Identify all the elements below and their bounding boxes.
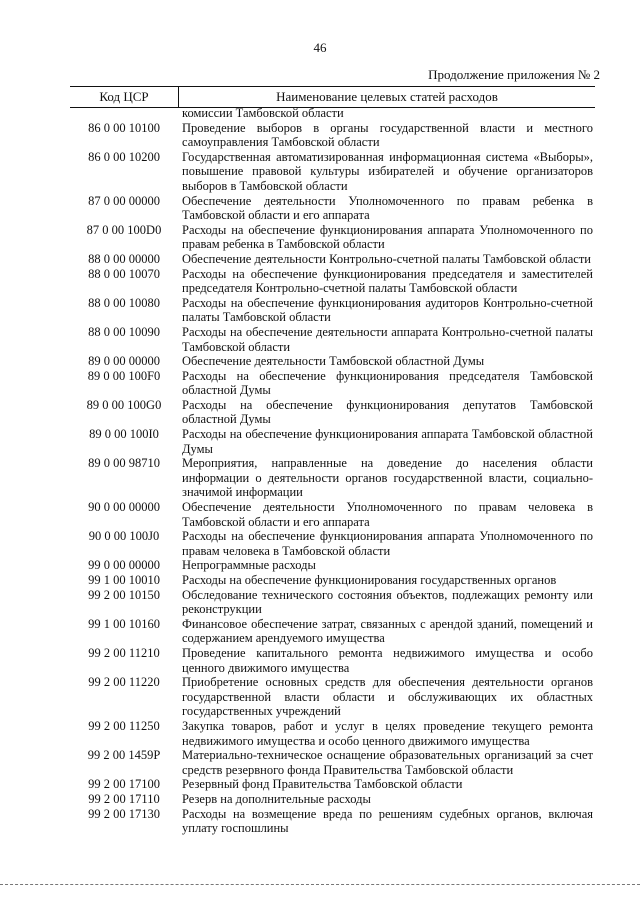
row-code: 99 0 00 00000 <box>88 558 160 573</box>
table-row <box>70 194 595 223</box>
table-row <box>70 427 595 456</box>
row-name: Расходы на обеспечение функционирования аппарата Тамбовской областной Думы <box>182 427 593 456</box>
table-row <box>70 106 595 121</box>
row-name: Приобретение основных средств для обеспечения деятельности органов государственной власти области и обслуживающих их областных государственных учреждений <box>182 675 593 719</box>
row-name: Резервный фонд Правительства Тамбовской области <box>182 777 463 792</box>
table-row <box>70 588 595 617</box>
table-row <box>70 529 595 558</box>
row-code: 87 0 00 00000 <box>88 193 160 208</box>
row-name: Материально-техническое оснащение образовательных организаций за счет средств резервного фонда Правительства Тамбовской области <box>182 748 593 777</box>
row-name: комиссии Тамбовской области <box>182 106 344 120</box>
header-name: Наименование целевых статей расходов <box>276 89 498 104</box>
row-name: Проведение выборов в органы государственной власти и местного самоуправления Тамбовской области <box>182 120 593 150</box>
row-code: 90 0 00 00000 <box>88 500 160 515</box>
table-row <box>70 252 595 267</box>
table-row <box>70 719 595 748</box>
table-row <box>70 617 595 646</box>
row-code: 86 0 00 10100 <box>88 120 160 135</box>
row-code: 89 0 00 100G0 <box>86 397 162 412</box>
table-row <box>70 748 595 777</box>
table-row <box>70 500 595 529</box>
row-code: 99 2 00 17100 <box>88 777 160 792</box>
page-number: 46 <box>313 40 327 55</box>
row-name: Закупка товаров, работ и услуг в целях проведение текущего ремонта недвижимого имущества и особо ценного движимого имущества <box>182 718 593 748</box>
row-name: Обеспечение деятельности Контрольно-счетной палаты Тамбовской области <box>182 251 591 266</box>
row-code: 86 0 00 10200 <box>88 149 160 164</box>
row-code: 99 2 00 11210 <box>88 645 160 660</box>
table-row <box>70 807 595 836</box>
row-name: Финансовое обеспечение затрат, связанных с арендой зданий, помещений и содержанием арендуемого имущества <box>182 616 593 646</box>
table-row <box>70 223 595 252</box>
table-row <box>70 267 595 296</box>
row-code: 89 0 00 100I0 <box>89 427 159 442</box>
row-code: 99 2 00 11220 <box>88 675 160 690</box>
table-body <box>70 106 595 836</box>
row-code: 89 0 00 100F0 <box>87 368 161 383</box>
row-code: 90 0 00 100J0 <box>88 529 160 544</box>
table-row <box>70 150 595 194</box>
row-code: 99 2 00 17130 <box>88 806 160 821</box>
row-name: Обеспечение деятельности Уполномоченного по правам человека в Тамбовской области и его аппарата <box>182 500 593 529</box>
row-name: Расходы на обеспечение функционирования председателя Тамбовской областной Думы <box>182 368 593 398</box>
row-name: Расходы на обеспечение функционирования депутатов Тамбовской областной Думы <box>182 397 593 427</box>
scan-edge-divider <box>0 884 640 885</box>
row-code: 88 0 00 10070 <box>88 266 160 281</box>
row-code: 99 1 00 10010 <box>88 573 160 587</box>
table-row <box>70 369 595 398</box>
row-code: 99 2 00 11250 <box>88 718 160 733</box>
table-row <box>70 573 595 588</box>
row-code: 88 0 00 10090 <box>88 324 160 339</box>
row-name: Расходы на обеспечение функционирования государственных органов <box>182 573 557 587</box>
table-row <box>70 777 595 792</box>
row-name: Обеспечение деятельности Тамбовской областной Думы <box>182 354 485 369</box>
row-name: Расходы на обеспечение функционирования аппарата Уполномоченного по правам ребенка в Тамбовской области <box>182 222 593 252</box>
row-name: Проведение капитального ремонта недвижимого имущества и особо ценного движимого имущества <box>182 645 593 675</box>
row-name: Обследование технического состояния объектов, подлежащих ремонту или реконструкции <box>182 587 593 617</box>
row-code: 99 2 00 10150 <box>88 587 160 602</box>
row-code: 87 0 00 100D0 <box>86 222 162 237</box>
continuation-note: Продолжение приложения № 2 <box>428 67 600 82</box>
table-row <box>70 325 595 354</box>
row-name: Расходы на возмещение вреда по решениям судебных органов, включая уплату госпошлины <box>182 806 593 836</box>
row-code: 99 2 00 17110 <box>88 791 160 806</box>
row-name: Расходы на обеспечение деятельности аппарата Контрольно-счетной палаты Тамбовской области <box>182 324 593 354</box>
row-code: 89 0 00 00000 <box>88 354 160 369</box>
row-name: Мероприятия, направленные на доведение до населения области информации о деятельности органов государственной власти, социально-значимой информации <box>182 456 593 500</box>
table-row <box>70 296 595 325</box>
row-name: Расходы на обеспечение функционирования председателя и заместителей председателя Контрольно-счетной палаты Тамбовской области <box>182 266 593 296</box>
row-code: 89 0 00 98710 <box>88 456 160 471</box>
row-name: Государственная автоматизированная информационная система «Выборы», повышение правовой культуры избирателей и обучение организаторов выборов в Тамбовской области <box>182 149 593 193</box>
table-row <box>70 121 595 150</box>
row-code: 88 0 00 10080 <box>88 295 160 310</box>
table-row <box>70 456 595 500</box>
row-name: Резерв на дополнительные расходы <box>182 791 371 806</box>
row-name: Расходы на обеспечение функционирования аудиторов Контрольно-счетной палаты Тамбовской области <box>182 295 593 325</box>
table-row <box>70 354 595 369</box>
table-header <box>70 86 595 108</box>
table-row <box>70 675 595 719</box>
row-name: Непрограммные расходы <box>182 558 316 573</box>
header-code: Код ЦСР <box>70 87 179 107</box>
row-code: 88 0 00 00000 <box>88 251 160 266</box>
row-name: Расходы на обеспечение функционирования аппарата Уполномоченного по правам человека в Тамбовской области <box>182 529 593 558</box>
row-name: Обеспечение деятельности Уполномоченного по правам ребенка в Тамбовской области и его аппарата <box>182 193 593 223</box>
table-row <box>70 792 595 807</box>
row-code: 99 2 00 1459P <box>87 748 161 763</box>
table-row <box>70 558 595 573</box>
row-code: 99 1 00 10160 <box>88 616 160 631</box>
table-row <box>70 398 595 427</box>
table-row <box>70 646 595 675</box>
